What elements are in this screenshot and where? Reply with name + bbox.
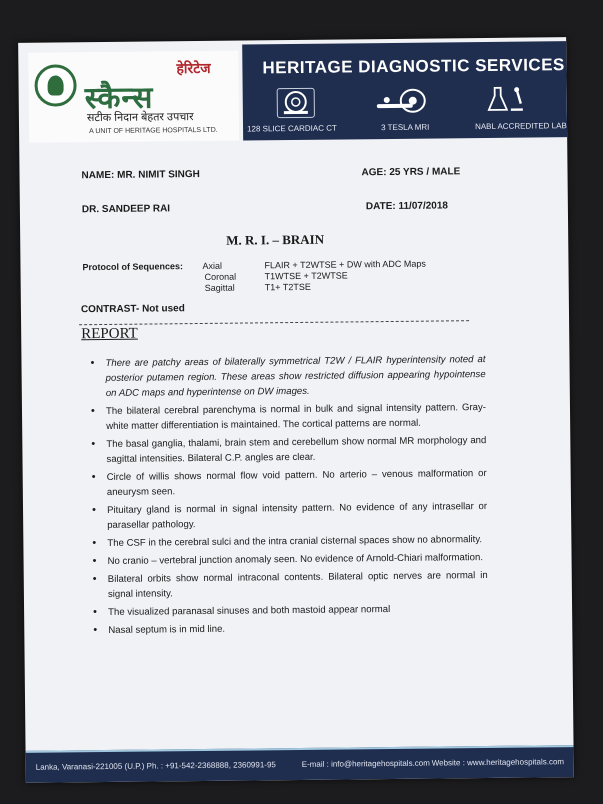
list-item: • No cranio – vertebral junction anomaly seen. No evidence of Arnold-Chiari malformation. [87,550,487,569]
protocol-sequence: FLAIR + T2WTSE + DW with ADC Maps [264,258,426,271]
section-divider [79,320,469,325]
footer-email: E-mail : info@heritagehospitals.com [301,758,430,769]
header-title: HERITAGE DIAGNOSTIC SERVICES [262,55,565,78]
feature-ct: 128 SLICE CARDIAC CT [247,123,337,134]
ct-scanner-icon [277,88,315,118]
footer-address: Lanka, Varanasi-221005 (U.P.) Ph. : +91-542-2368888, 2360991-95 [35,760,276,772]
protocol-sequence: T1+ T2TSE [264,281,311,293]
page-footer [26,745,574,783]
feature-mri: 3 TESLA MRI [381,122,430,133]
logo-tagline: सटीक निदान बेहतर उपचार [86,111,194,125]
protocol-plane: Coronal [204,271,237,282]
findings-list [85,352,488,641]
lab-flask-icon [487,86,527,114]
hospital-logo [28,51,239,143]
list-item: • There are patchy areas of bilaterally symmetrical T2W / FLAIR hyperintensity noted at posterior putamen region. These areas show restricted diffusion appearing hypointense on ADC maps and hyperintense on DW images. [85,352,485,401]
protocol-plane: Sagittal [204,282,235,293]
list-item: • Pituitary gland is normal in signal intensity pattern. No evidence of any intrasellar or parasellar pathology. [87,499,487,533]
protocol-plane: Axial [202,260,223,271]
list-item: • The CSF in the cerebral sulci and the intra cranial cisternal spaces show no abnormality. [87,532,487,551]
footer-accent [26,745,574,753]
mri-machine-icon [373,87,433,116]
header-band [242,41,567,140]
protocol-sequence: T1WTSE + T2WTSE [264,270,348,282]
report-heading: REPORT [81,325,138,343]
patient-name: NAME: MR. NIMIT SINGH [81,168,200,182]
logo-top-text: हेरिटेज [176,59,211,77]
referring-doctor: DR. SANDEEP RAI [81,203,171,216]
logo-subtitle: A UNIT OF HERITAGE HOSPITALS LTD. [89,126,218,136]
list-item: • Circle of willis shows normal flow void pattern. No arterio – venous malformation or aneurysm seen. [87,466,487,500]
list-item: • The bilateral cerebral parenchyma is normal in bulk and signal intensity pattern. Gray- white matter differentiation is maintained. The cortical patterns are normal. [86,400,486,434]
contrast-note: CONTRAST- Not used [80,303,185,316]
logo-emblem-icon [34,64,76,106]
patient-age: AGE: 25 YRS / MALE [361,166,461,179]
footer-website: Website : www.heritagehospitals.com [431,757,565,768]
list-item: • Bilateral orbits show normal intraconal contents. Bilateral optic nerves are normal in signal intensity. [88,568,488,602]
report-date: DATE: 11/07/2018 [365,200,449,213]
list-item: • The basal ganglia, thalami, brain stem and cerebellum show normal MR morphology and sagittal intensities. Bilateral C.P. angles are clear. [86,433,486,467]
logo-main-text: स्कैन्स [84,81,154,116]
list-item: • Nasal septum is in mid line. [88,619,488,638]
protocol-label: Protocol of Sequences: [82,261,184,273]
report-page [18,37,574,783]
feature-lab: NABL ACCREDITED LAB [474,121,567,132]
exam-title: M. R. I. – BRAIN [226,231,325,248]
list-item: • The visualized paranasal sinuses and both mastoid appear normal [88,601,488,620]
